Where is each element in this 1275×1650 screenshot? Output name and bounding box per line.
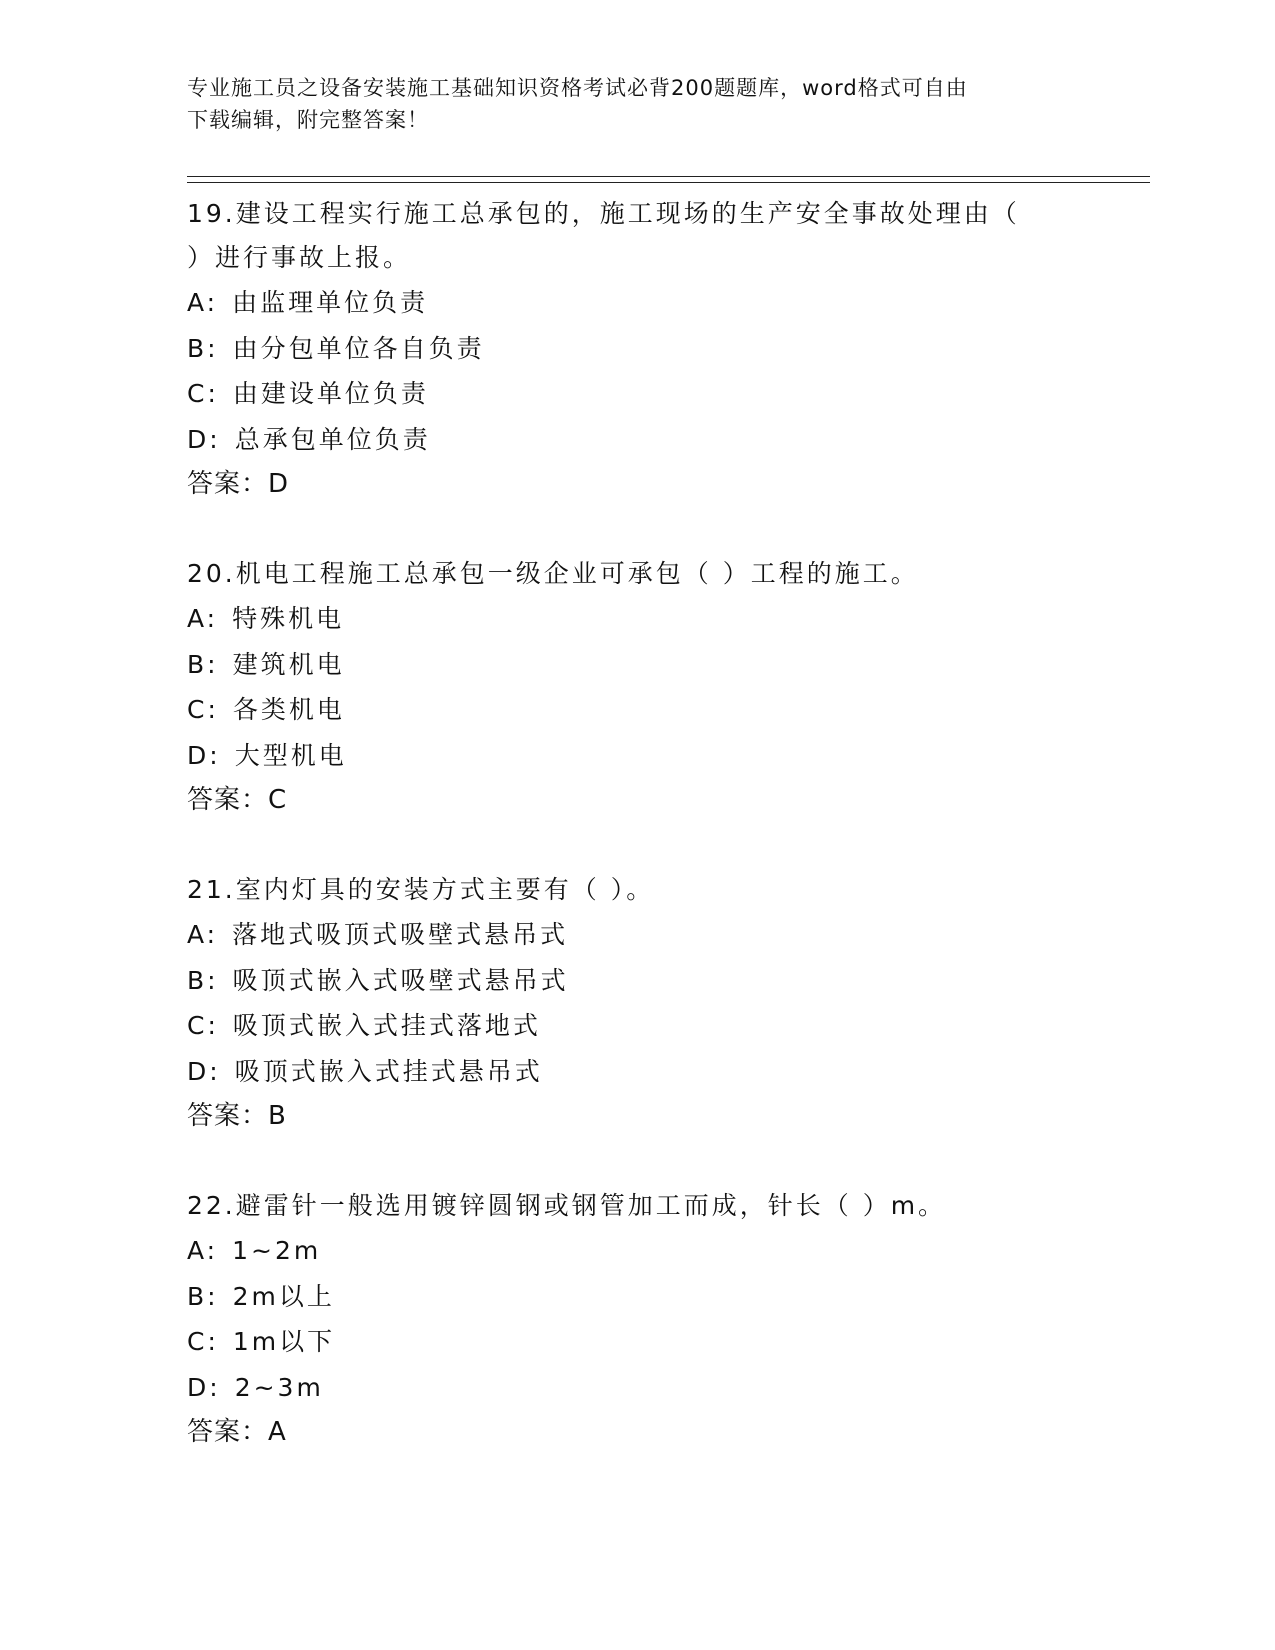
option-key: B: [187,1281,219,1311]
option-c [187,687,1147,733]
option-key: A: [187,920,219,949]
option-d [187,1365,1147,1411]
question-20 [187,552,1147,823]
answer: 答案：D [187,469,290,499]
option-text: 吸顶式嵌入式吸壁式悬吊式 [232,965,569,995]
option-key: A: [187,288,219,317]
option-text: 由监理单位负责 [232,288,429,317]
question-stem: 21.室内灯具的安装方式主要有（ ）。 [187,875,655,904]
option-text: 落地式吸顶式吸壁式悬吊式 [232,920,569,949]
header-divider-bottom [187,182,1150,183]
question-list [187,192,1147,1500]
option-key: D: [187,740,221,770]
option-key: D: [187,1372,221,1402]
answer: 答案：C [187,785,288,815]
option-text: 吸顶式嵌入式挂式悬吊式 [234,1056,543,1086]
header-title-line-2: 下载编辑，附完整答案！ [187,108,429,132]
option-a [187,596,1147,642]
option-d [187,733,1147,779]
option-d [187,1049,1147,1095]
option-key: A: [187,604,219,633]
option-key: B: [187,333,219,363]
option-key: B: [187,649,219,679]
option-key: C: [187,1011,219,1040]
answer: 答案：A [187,1417,287,1447]
option-key: D: [187,1056,221,1086]
option-a [187,912,1147,958]
option-text: 特殊机电 [232,604,345,633]
option-text: 各类机电 [232,695,345,724]
question-22 [187,1184,1147,1455]
option-key: C: [187,695,219,724]
option-c [187,371,1147,417]
question-stem: 19.建设工程实行施工总承包的，施工现场的生产安全事故处理由（ ）进行事故上报。 [187,199,1020,272]
option-a [187,280,1147,326]
question-21 [187,868,1147,1139]
option-a [187,1228,1147,1274]
option-text: 2~3m [234,1372,324,1402]
header-divider-top [187,176,1150,177]
option-text: 由分包单位各自负责 [232,333,485,363]
option-b [187,958,1147,1004]
option-key: D: [187,424,221,454]
option-b [187,1274,1147,1320]
option-b [187,326,1147,372]
option-key: B: [187,965,219,995]
option-c [187,1319,1147,1365]
document-header [187,72,1087,136]
option-text: 1m以下 [232,1327,336,1356]
option-text: 吸顶式嵌入式挂式落地式 [232,1011,541,1040]
option-text: 大型机电 [234,740,347,770]
answer: 答案：B [187,1101,287,1131]
option-text: 1~2m [232,1236,322,1265]
option-d [187,417,1147,463]
option-key: C: [187,1327,219,1356]
option-text: 建筑机电 [232,649,345,679]
question-stem: 20.机电工程施工总承包一级企业可承包（ ）工程的施工。 [187,559,919,588]
option-text: 由建设单位负责 [232,379,429,408]
header-title-line-1: 专业施工员之设备安装施工基础知识资格考试必背200题题库，word格式可自由 [187,76,968,100]
option-text: 总承包单位负责 [234,424,431,454]
option-text: 2m以上 [232,1281,335,1311]
option-key: C: [187,379,219,408]
question-19 [187,192,1147,507]
option-b [187,642,1147,688]
option-key: A: [187,1236,219,1265]
question-stem: 22.避雷针一般选用镀锌圆钢或钢管加工而成，针长（ ）m。 [187,1191,947,1220]
option-c [187,1003,1147,1049]
